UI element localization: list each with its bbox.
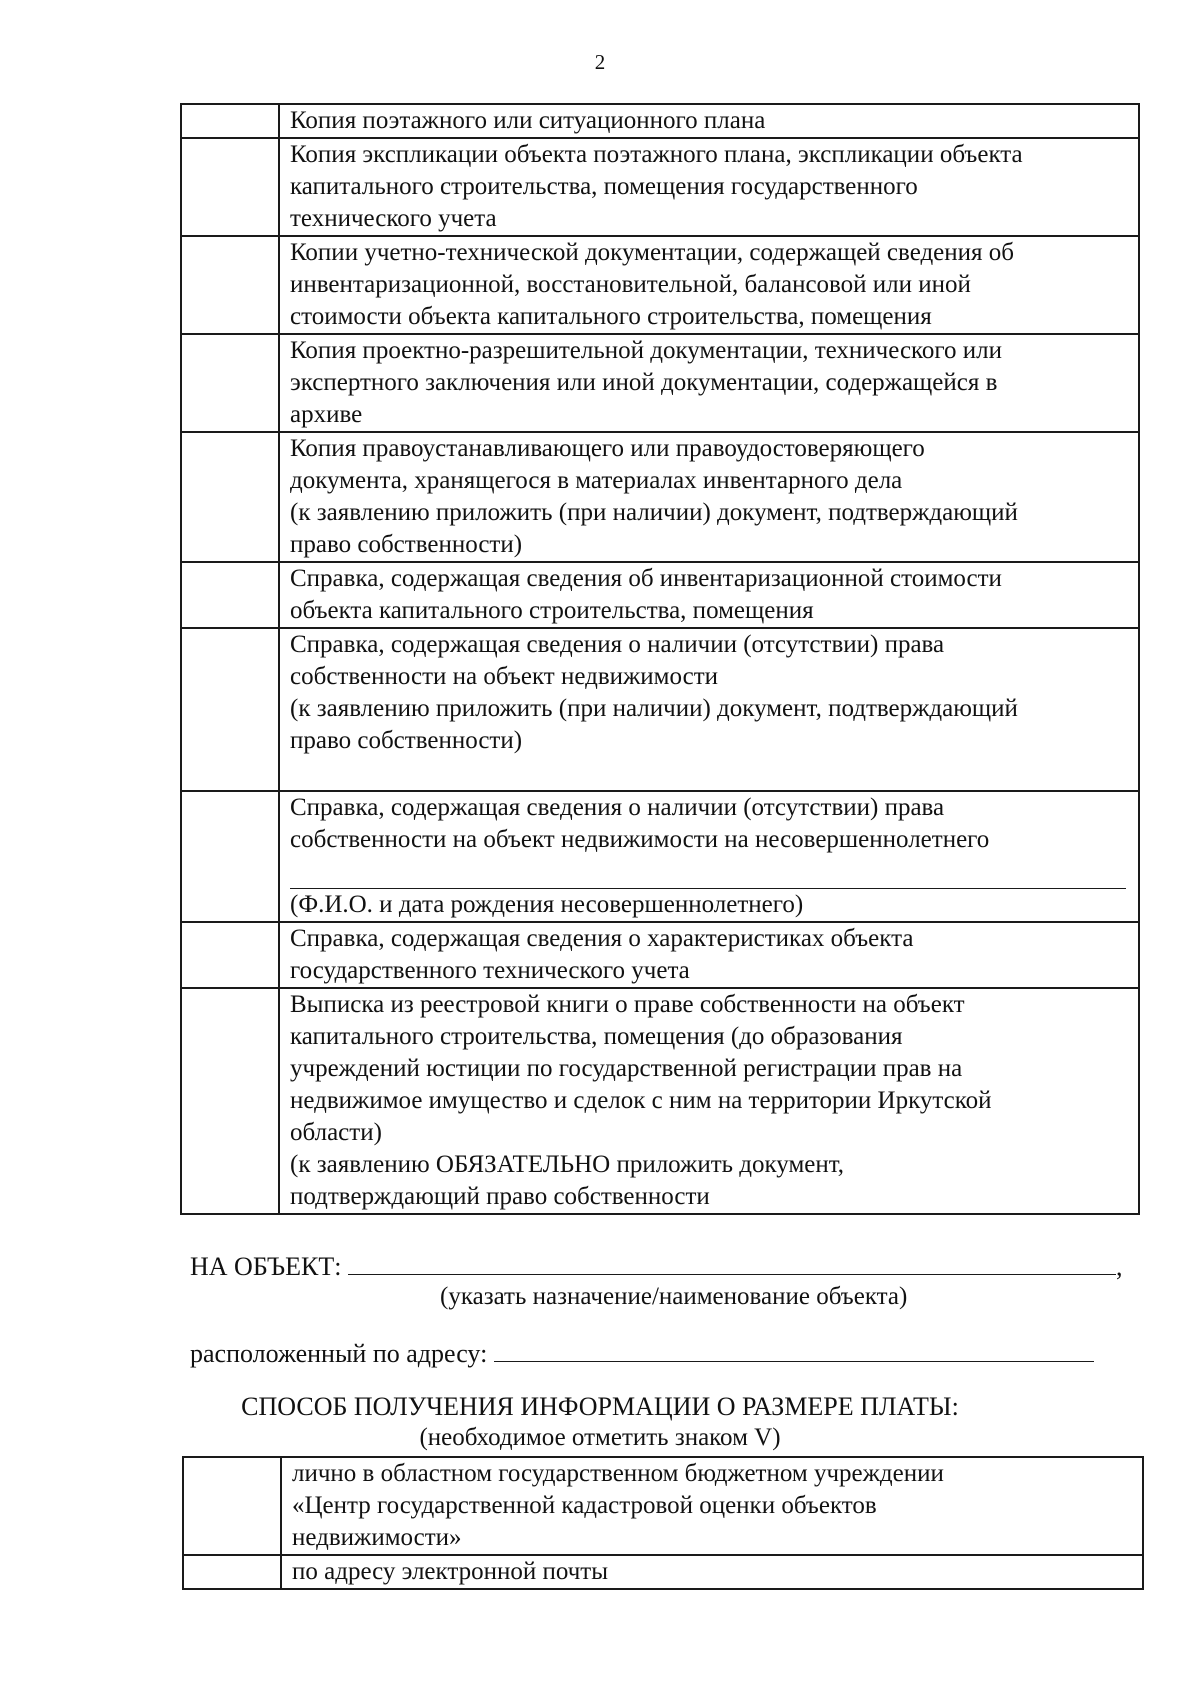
document-description: [279, 104, 1139, 138]
document-row: [181, 988, 1139, 1214]
document-row: [181, 628, 1139, 791]
document-description: [279, 988, 1139, 1214]
document-row: [181, 334, 1139, 432]
payment-method-table: [182, 1456, 1144, 1590]
document-text-line: объекта капитального строительства, помещения: [290, 597, 814, 624]
document-text-line: области): [290, 1119, 382, 1146]
document-text-line: Справка, содержащая сведения о наличии (отсутствии) права: [290, 794, 945, 821]
document-text-line: учреждений юстиции по государственной регистрации прав на: [290, 1055, 963, 1082]
payment-option-description: [281, 1555, 1143, 1589]
document-checkbox[interactable]: [181, 432, 279, 562]
payment-section-hint: (необходимое отметить знаком V): [419, 1424, 781, 1451]
document-text-line: Копия экспликации объекта поэтажного плана, экспликации объекта: [290, 141, 1023, 168]
document-text-line: Выписка из реестровой книги о праве собственности на объект: [290, 991, 965, 1018]
document-description: [279, 432, 1139, 562]
document-text-line: подтверждающий право собственности: [290, 1183, 710, 1210]
document-row: [181, 138, 1139, 236]
document-checkbox[interactable]: [181, 138, 279, 236]
documents-table: [180, 103, 1140, 1215]
document-checkbox[interactable]: [181, 922, 279, 988]
document-text-line: право собственности): [290, 727, 523, 754]
document-text-line: (к заявлению ОБЯЗАТЕЛЬНО приложить документ,: [290, 1151, 845, 1178]
minor-name-hint: (Ф.И.О. и дата рождения несовершеннолетнего): [290, 891, 804, 918]
payment-option-text-line: «Центр государственной кадастровой оценки объектов: [292, 1492, 877, 1519]
document-description: [279, 562, 1139, 628]
payment-option-checkbox[interactable]: [183, 1457, 281, 1555]
object-field-label: НА ОБЪЕКТ:: [190, 1252, 342, 1281]
document-text-line: право собственности): [290, 531, 523, 558]
document-text-line: инвентаризационной, восстановительной, балансовой или иной: [290, 271, 971, 298]
document-text-line: Справка, содержащая сведения об инвентаризационной стоимости: [290, 565, 1002, 592]
document-text-line: документа, хранящегося в материалах инвентарного дела: [290, 467, 903, 494]
address-field-label: расположенный по адресу:: [190, 1339, 488, 1368]
payment-option-text-line: недвижимости»: [292, 1524, 462, 1551]
document-checkbox[interactable]: [181, 791, 279, 922]
document-text-line: технического учета: [290, 205, 497, 232]
document-text-line: капитального строительства, помещения государственного: [290, 173, 918, 200]
document-description: [279, 791, 1139, 922]
minor-name-input[interactable]: [290, 856, 1126, 889]
payment-option-row: [183, 1457, 1143, 1555]
payment-section-title: СПОСОБ ПОЛУЧЕНИЯ ИНФОРМАЦИИ О РАЗМЕРЕ ПЛАТЫ:: [241, 1392, 959, 1421]
document-text-line: экспертного заключения или иной документации, содержащейся в: [290, 369, 998, 396]
document-text-line: Справка, содержащая сведения о наличии (отсутствии) права: [290, 631, 945, 658]
document-checkbox[interactable]: [181, 562, 279, 628]
document-text-line: (к заявлению приложить (при наличии) документ, подтверждающий: [290, 499, 1018, 526]
document-checkbox[interactable]: [181, 628, 279, 791]
object-input[interactable]: [348, 1248, 1116, 1275]
document-description: [279, 138, 1139, 236]
payment-option-text-line: лично в областном государственном бюджетном учреждении: [292, 1460, 944, 1487]
document-checkbox[interactable]: [181, 104, 279, 138]
document-text-line: Копии учетно-технической документации, содержащей сведения об: [290, 239, 1014, 266]
document-text-line: Копия правоустанавливающего или правоудостоверяющего: [290, 435, 925, 462]
payment-option-description: [281, 1457, 1143, 1555]
document-row: [181, 562, 1139, 628]
object-field-hint: (указать назначение/наименование объекта): [440, 1283, 908, 1310]
document-description: [279, 922, 1139, 988]
document-description: [279, 334, 1139, 432]
document-text-line: Справка, содержащая сведения о характеристиках объекта: [290, 925, 914, 952]
address-field: [190, 1335, 1094, 1369]
document-checkbox[interactable]: [181, 236, 279, 334]
document-row: [181, 922, 1139, 988]
document-row: [181, 104, 1139, 138]
page-number: 2: [594, 50, 606, 74]
document-text-line: собственности на объект недвижимости на несовершеннолетнего: [290, 826, 990, 853]
payment-option-row: [183, 1555, 1143, 1589]
document-text-line: стоимости объекта капитального строительства, помещения: [290, 303, 932, 330]
document-checkbox[interactable]: [181, 334, 279, 432]
document-text-line: архиве: [290, 401, 363, 428]
document-text-line: недвижимое имущество и сделок с ним на территории Иркутской: [290, 1087, 992, 1114]
document-row: [181, 432, 1139, 562]
document-text-line: собственности на объект недвижимости: [290, 663, 719, 690]
document-text-line: Копия поэтажного или ситуационного плана: [290, 107, 766, 134]
document-description: [279, 236, 1139, 334]
document-row: [181, 236, 1139, 334]
object-field: [190, 1248, 1122, 1282]
document-checkbox[interactable]: [181, 988, 279, 1214]
payment-option-checkbox[interactable]: [183, 1555, 281, 1589]
document-text-line: Копия проектно-разрешительной документации, технического или: [290, 337, 1003, 364]
object-field-comma: ,: [1115, 1252, 1123, 1281]
document-description: [279, 628, 1139, 791]
document-text-line: капитального строительства, помещения (до образования: [290, 1023, 903, 1050]
document-row: [181, 791, 1139, 922]
payment-option-text-line: по адресу электронной почты: [292, 1558, 608, 1585]
document-text-line: (к заявлению приложить (при наличии) документ, подтверждающий: [290, 695, 1018, 722]
document-text-line: государственного технического учета: [290, 957, 690, 984]
address-input[interactable]: [494, 1335, 1094, 1362]
